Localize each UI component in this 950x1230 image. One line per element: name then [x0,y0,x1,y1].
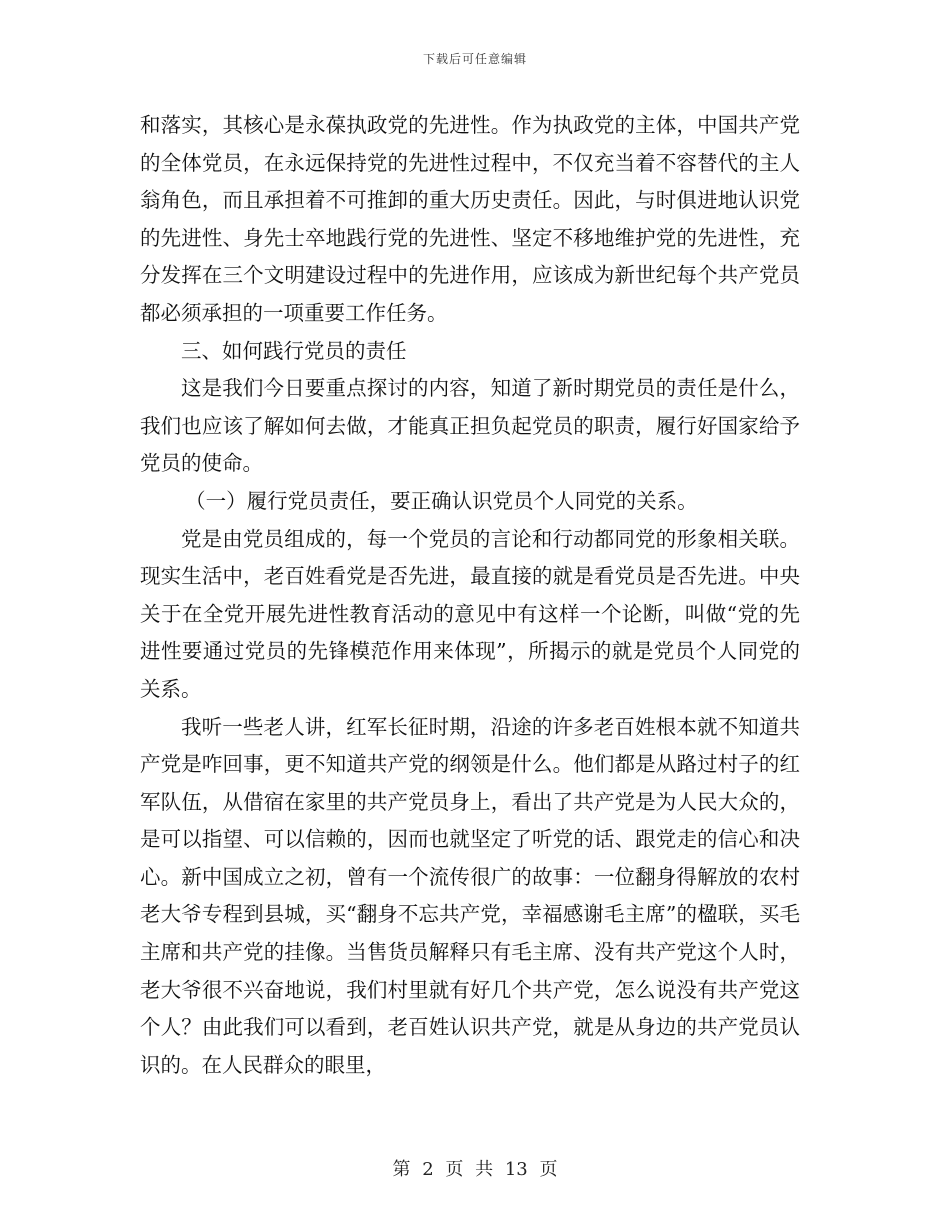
subsection-heading-1: （一）履行党员责任，要正确认识党员个人同党的关系。 [185,488,698,513]
paragraph-red-army-story: 我听一些老人讲，红军长征时期，沿途的许多老百姓根本就不知道共产党是咋回事，更不知道共产党的纲领是什么。他们都是从路过村子的红军队伍，从借宿在家里的共产党员身上，看出了共产党是为人民大众的，是可以指望、可以信赖的，因而也就坚定了听党的话、跟党走的信心和决心。新中国成立之初，曾有一个流传很广的故事：一位翻身得解放的农村老大爷专程到县城，买“翻身不忘共产党，幸福感谢毛主席”的楹联，买毛主席和共产党的挂像。当售货员解释只有毛主席、没有共产党这个人时，老大爷很不兴奋地说，我们村里就有好几个共产党，怎么说没有共产党这个人？由此我们可以看到，老百姓认识共产党，就是从身边的共产党员认识的。在人民群众的眼里， [140,714,800,1077]
section-heading-3: 三、如何践行党员的责任 [181,338,407,363]
paragraph-advanced-nature: 和落实，其核心是永葆执政党的先进性。作为执政党的主体，中国共产党的全体党员，在永远保持党的先进性过程中，不仅充当着不容替代的主人翁角色，而且承担着不可推卸的重大历史责任。因此，与时俱进地认识党的先进性、身先士卒地践行党的先进性、坚定不移地维护党的先进性，充分发挥在三个文明建设过程中的先进作用，应该成为新世纪每个共产党员都必须承担的一项重要工作任务。 [140,113,800,325]
page-header: 下载后可任意编辑 [422,52,527,66]
page-number: 第 2 页 共 13 页 [392,1159,558,1180]
document-body [140,107,800,1084]
paragraph-intro: 这是我们今日要重点探讨的内容，知道了新时期党员的责任是什么，我们也应该了解如何去做，才能真正担负起党员的职责，履行好国家给予党员的使命。 [140,376,800,476]
paragraph-party-member-relation: 党是由党员组成的，每一个党员的言论和行动都同党的形象相关联。现实生活中，老百姓看党是否先进，最直接的就是看党员是否先进。中央关于在全党开展先进性教育活动的意见中有这样一个论断，叫做“党的先进性要通过党员的先锋模范作用来体现”，所揭示的就是党员个人同党的关系。 [140,526,800,701]
